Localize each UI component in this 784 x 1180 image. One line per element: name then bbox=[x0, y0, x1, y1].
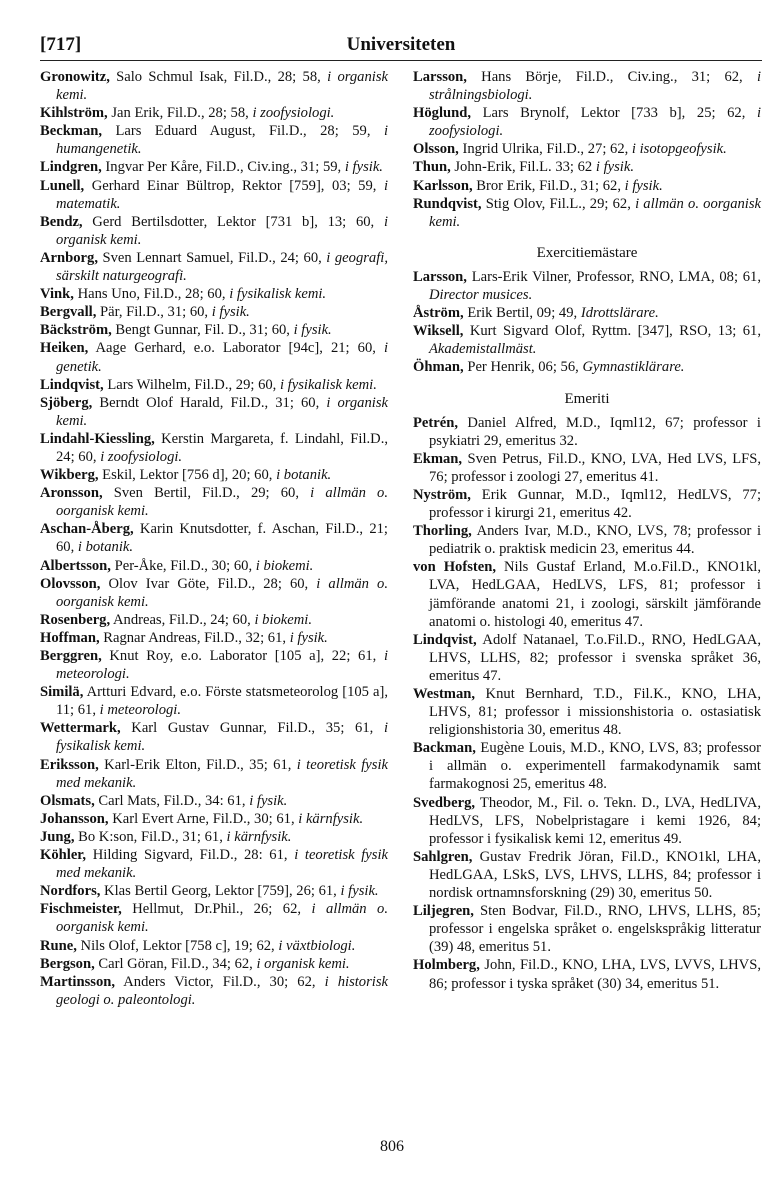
entry bbox=[40, 719, 388, 755]
entry-field: i kärnfysik. bbox=[298, 810, 364, 827]
entry-details: Adolf Natanael, T.o.Fil.D., RNO, HedLGAA, LHVS, LLHS, 82; professor i svenska språket 36, emeritus 47. bbox=[429, 631, 761, 684]
entry-details: Ragnar Andreas, Fil.D., 32; 61, bbox=[99, 629, 290, 646]
entry-field: i meteorologi. bbox=[99, 702, 181, 719]
entry-name: Eriksson, bbox=[40, 756, 99, 773]
entry bbox=[40, 647, 388, 683]
entry-details: Klas Bertil Georg, Lektor [759], 26; 61, bbox=[100, 883, 341, 900]
entry-field: i fysik. bbox=[249, 792, 288, 809]
entry bbox=[413, 414, 761, 450]
entry-details: Aage Gerhard, e.o. Laborator [94c], 21; 60, bbox=[88, 340, 384, 357]
page-reference: [717] bbox=[40, 34, 82, 55]
entry bbox=[413, 956, 761, 992]
entry-field: i fysikalisk kemi. bbox=[229, 286, 327, 303]
entry-details: John, Fil.D., KNO, LHA, LVS, LVVS, LHVS, 86; professor i tyska språket (30) 34, emeritus 51. bbox=[429, 957, 761, 992]
entry-name: Fischmeister, bbox=[40, 901, 122, 918]
entry-details: Kurt Sigvard Olof, Ryttm. [347], RSO, 13; 61, bbox=[463, 323, 761, 340]
entry bbox=[413, 486, 761, 522]
entry bbox=[40, 321, 388, 339]
entry-details: Jan Erik, Fil.D., 28; 58, bbox=[107, 105, 253, 122]
entry bbox=[40, 828, 388, 846]
entry-name: Albertsson, bbox=[40, 557, 111, 574]
entry-field: i humangenetik. bbox=[56, 123, 388, 158]
entry-field: i allmän o. oorganisk kemi. bbox=[56, 485, 388, 520]
entry bbox=[40, 285, 388, 303]
entry-details: Pär, Fil.D., 31; 60, bbox=[96, 304, 212, 321]
entry-name: Berggren, bbox=[40, 648, 102, 664]
entry-name: Backman, bbox=[413, 740, 476, 757]
entry bbox=[413, 177, 761, 195]
entry bbox=[40, 484, 388, 520]
entry-name: Thun, bbox=[413, 159, 451, 176]
entry-field: i allmän o. oorganisk kemi. bbox=[429, 195, 761, 230]
entry-details: Anders Ivar, M.D., KNO, LVS, 78; professor i pediatrik o. praktisk medicin 23, emeritus 44. bbox=[429, 523, 761, 558]
entry-details: Karl-Erik Elton, Fil.D., 35; 61, bbox=[98, 756, 297, 773]
entry-name: Svedberg, bbox=[413, 794, 476, 811]
entry-details: Sven Bertil, Fil.D., 29; 60, bbox=[102, 485, 311, 502]
entry-details: Sven Petrus, Fil.D., KNO, LVA, Hed LVS, LFS, 76; professor i zoologi 27, emeritus 41. bbox=[429, 450, 761, 485]
entry-field: i teoretisk fysik med mekanik. bbox=[56, 756, 388, 791]
section-heading-emeriti: Emeriti bbox=[564, 390, 610, 407]
entry-name: Karlsson, bbox=[413, 177, 473, 194]
entry-details: Hans Börje, Fil.D., Civ.ing., 31; 62, bbox=[466, 69, 757, 85]
entry-details: Stig Olov, Fil.L., 29; 62, bbox=[481, 195, 636, 212]
entry-details: Per-Åke, Fil.D., 30; 60, bbox=[110, 557, 256, 574]
entry-field: i fysik. bbox=[289, 629, 328, 646]
entry bbox=[413, 195, 761, 231]
emeriti-list bbox=[413, 414, 761, 993]
entry-name: von Hofsten, bbox=[413, 559, 496, 576]
entry bbox=[40, 882, 388, 900]
entry-name: Lunell, bbox=[40, 177, 85, 194]
right-column bbox=[413, 68, 761, 993]
entry-name: Rundqvist, bbox=[413, 195, 482, 212]
entry-details: Nils Olof, Lektor [758 c], 19; 62, bbox=[76, 937, 279, 954]
entry-name: Holmberg, bbox=[413, 957, 480, 974]
entry-name: Sjöberg, bbox=[40, 394, 93, 411]
entry-field: i växtbiologi. bbox=[278, 937, 356, 954]
entry-field: i geografi, särskilt naturgeografi. bbox=[56, 249, 388, 285]
entry-name: Similä, bbox=[40, 684, 84, 701]
entry-field: i kärnfysik. bbox=[226, 828, 292, 845]
entry bbox=[413, 794, 761, 848]
entry-name: Bäckström, bbox=[40, 322, 112, 339]
entry bbox=[40, 466, 388, 484]
entry-name: Aschan-Åberg, bbox=[40, 521, 134, 538]
entry-name: Olovsson, bbox=[40, 575, 101, 592]
entry bbox=[40, 68, 388, 104]
entry-name: Lindahl-Kiessling, bbox=[40, 430, 155, 447]
entry-details: Karl Evert Arne, Fil.D., 30; 61, bbox=[108, 810, 299, 827]
entry bbox=[413, 522, 761, 558]
entry-details: Nils Gustaf Erland, M.o.Fil.D., KNO1kl, LVA, HedLGAA, HedLVS, LFS, 81; professor i jämförande anatomi 21, i zoologi, särskilt jämförande anatomi o. histologi 40, emeritus 47. bbox=[429, 559, 761, 630]
entry-field: i strålningsbiologi. bbox=[429, 69, 761, 104]
entry-name: Rune, bbox=[40, 937, 77, 954]
entry bbox=[40, 756, 388, 792]
entry-details: Lars Eduard August, Fil.D., 28; 59, bbox=[102, 123, 384, 140]
entry bbox=[413, 140, 761, 158]
entry-details: Berndt Olof Harald, Fil.D., 31; 60, bbox=[92, 394, 327, 411]
entry-details: Olov Ivar Göte, Fil.D., 28; 60, bbox=[100, 575, 317, 592]
entry-details: Eskil, Lektor [756 d], 20; 60, bbox=[98, 467, 277, 484]
entry-details: Erik Bertil, 09; 49, bbox=[463, 305, 581, 322]
entry bbox=[413, 322, 761, 358]
entry-name: Nordfors, bbox=[40, 883, 101, 900]
entry-field: i fysik. bbox=[211, 304, 250, 321]
entry-name: Wettermark, bbox=[40, 720, 121, 737]
entry-field: i matematik. bbox=[56, 177, 388, 212]
entry-details: Sten Bodvar, Fil.D., RNO, LHVS, LLHS, 85; professor i engelska språket o. engelskspråkig litteratur (39) 48, emeritus 51. bbox=[429, 903, 761, 956]
running-title: Universiteten bbox=[346, 34, 456, 55]
page-header bbox=[40, 34, 762, 61]
entry-name: Höglund, bbox=[413, 105, 471, 122]
entry bbox=[40, 611, 388, 629]
entry bbox=[40, 376, 388, 394]
entry-details: Lars Wilhelm, Fil.D., 29; 60, bbox=[103, 376, 280, 393]
entry-name: Bergvall, bbox=[40, 304, 97, 321]
entry-details: Lars Brynolf, Lektor [733 b], 25; 62, bbox=[471, 105, 757, 122]
entry-name: Lindqvist, bbox=[40, 376, 104, 393]
entry-name: Sahlgren, bbox=[413, 848, 473, 865]
entry-name: Jung, bbox=[40, 828, 75, 845]
entry-details: Bo K:son, Fil.D., 31; 61, bbox=[74, 828, 227, 845]
entry-details: Hilding Sigvard, Fil.D., 28: 61, bbox=[86, 847, 295, 864]
entry bbox=[40, 213, 388, 249]
entry-name: Bendz, bbox=[40, 213, 83, 230]
entry-field: Akademistallmäst. bbox=[429, 341, 537, 358]
section-heading-exercitiemastare: Exercitiemästare bbox=[536, 244, 638, 261]
entry-name: Petrén, bbox=[413, 414, 458, 431]
entry-name: Hoffman, bbox=[40, 629, 100, 646]
entry-name: Olsson, bbox=[413, 141, 459, 158]
entry-field: i botanik. bbox=[77, 539, 134, 556]
entry bbox=[40, 339, 388, 375]
entry-details: Andreas, Fil.D., 24; 60, bbox=[110, 611, 255, 628]
entry-name: Thorling, bbox=[413, 523, 472, 540]
entry bbox=[413, 558, 761, 630]
entry-details: Karl Gustav Gunnar, Fil.D., 35; 61, bbox=[120, 720, 384, 737]
entry-details: Theodor, M., Fil. o. Tekn. D., LVA, HedLIVA, HedLVS, LFS, Nobelpristagare i kemi 1926, 84; professor i fysikalisk kemi 12, emeritus 49. bbox=[429, 794, 761, 847]
entry-field: i isotopgeofysik. bbox=[631, 141, 727, 158]
entry-details: Gerd Bertilsdotter, Lektor [731 b], 13; 60, bbox=[82, 213, 384, 230]
entry-field: Gymnastiklärare. bbox=[582, 359, 685, 376]
entry-details: Carl Mats, Fil.D., 34: 61, bbox=[94, 792, 250, 809]
entry-details: Kerstin Margareta, f. Lindahl, Fil.D., 24; 60, bbox=[56, 430, 388, 465]
entry bbox=[413, 304, 761, 322]
entry-field: i genetik. bbox=[56, 340, 388, 375]
entry bbox=[413, 848, 761, 902]
entry bbox=[413, 268, 761, 304]
entry-field: i fysik. bbox=[340, 883, 379, 900]
entry-name: Aronsson, bbox=[40, 485, 103, 502]
entry-details: Hans Uno, Fil.D., 28; 60, bbox=[73, 286, 230, 303]
entry-details: Knut Roy, e.o. Laborator [105 a], 22; 61, bbox=[101, 648, 384, 664]
entry-field: i biokemi. bbox=[254, 611, 313, 628]
entry bbox=[40, 629, 388, 647]
entry-details: Bengt Gunnar, Fil. D., 31; 60, bbox=[111, 322, 294, 339]
entry bbox=[40, 937, 388, 955]
entry-name: Wiksell, bbox=[413, 323, 464, 340]
entry bbox=[40, 557, 388, 575]
entry bbox=[40, 394, 388, 430]
entry-details: Salo Schmul Isak, Fil.D., 28; 58, bbox=[109, 69, 328, 85]
entry-field: i organisk kemi. bbox=[56, 213, 388, 248]
entry-name: Öhman, bbox=[413, 359, 464, 376]
entry-name: Heiken, bbox=[40, 340, 89, 357]
entry-details: Eugène Louis, M.D., KNO, LVS, 83; professor i allmän o. experimentell farmakodynamik samt farmakognosi 25, emeritus 48. bbox=[429, 740, 761, 793]
entry-details: Per Henrik, 06; 56, bbox=[463, 359, 583, 376]
entry-details: Anders Victor, Fil.D., 30; 62, bbox=[115, 973, 325, 990]
entry-name: Larsson, bbox=[413, 69, 467, 85]
entry-field: Idrottslärare. bbox=[580, 305, 659, 322]
entry-name: Rosenberg, bbox=[40, 611, 111, 628]
entry bbox=[413, 902, 761, 956]
entry-field: i fysik. bbox=[293, 322, 332, 339]
entry-name: Liljegren, bbox=[413, 903, 474, 920]
entry-name: Kihlström, bbox=[40, 105, 108, 122]
entry-details: Gerhard Einar Bültrop, Rektor [759], 03; 59, bbox=[84, 177, 384, 194]
entry-details: Karin Knutsdotter, f. Aschan, Fil.D., 21; 60, bbox=[56, 521, 388, 556]
entry bbox=[40, 973, 388, 1009]
entry bbox=[413, 158, 761, 176]
entry-name: Vink, bbox=[40, 286, 74, 303]
entry-field: i fysik. bbox=[344, 159, 383, 176]
entry-name: Nyström, bbox=[413, 486, 471, 503]
entry-name: Johansson, bbox=[40, 810, 109, 827]
entry-field: i historisk geologi o. paleontologi. bbox=[56, 973, 388, 1008]
entry-field: i fysik. bbox=[624, 177, 663, 194]
entry bbox=[40, 303, 388, 321]
entry-name: Åström, bbox=[413, 305, 464, 322]
entry-field: i allmän o. oorganisk kemi. bbox=[56, 901, 388, 936]
entry-details: Ingrid Ulrika, Fil.D., 27; 62, bbox=[458, 141, 632, 158]
entry-details: Daniel Alfred, M.D., Iqml12, 67; professor i psykiatri 29, emeritus 32. bbox=[429, 414, 761, 449]
entry-field: i fysik. bbox=[595, 159, 634, 176]
entry-field: Director musices. bbox=[429, 287, 533, 304]
entry bbox=[40, 177, 388, 213]
entry bbox=[413, 631, 761, 685]
exercitiemastare-list bbox=[413, 268, 761, 377]
entry bbox=[413, 358, 761, 376]
entry-field: i allmän o. oorganisk kemi. bbox=[56, 575, 388, 610]
entry bbox=[413, 450, 761, 486]
entry-details: Knut Bernhard, T.D., Fil.K., KNO, LHA, LHVS, 81; professor i missionshistoria o. ostasiatisk religionshistoria 30, emeritus 48. bbox=[429, 686, 761, 739]
entry-field: i organisk kemi. bbox=[56, 69, 388, 104]
entry-field: i botanik. bbox=[276, 467, 332, 484]
entry bbox=[40, 846, 388, 882]
entry bbox=[40, 955, 388, 973]
entry-details: Sven Lennart Samuel, Fil.D., 24; 60, bbox=[97, 249, 327, 266]
entry-field: i teoretisk fysik med mekanik. bbox=[56, 847, 388, 882]
entry-field: i zoofysiologi. bbox=[429, 105, 761, 140]
entry-details: Ingvar Per Kåre, Fil.D., Civ.ing., 31; 59, bbox=[101, 159, 345, 176]
entry bbox=[40, 520, 388, 556]
entry bbox=[413, 104, 761, 140]
entry bbox=[40, 122, 388, 158]
entry-field: i fysikalisk kemi. bbox=[279, 376, 377, 393]
entry-name: Martinsson, bbox=[40, 973, 115, 990]
entry-field: i zoofysiologi. bbox=[100, 448, 183, 465]
entry-details: John-Erik, Fil.L. 33; 62 bbox=[450, 159, 596, 176]
entry bbox=[40, 683, 388, 719]
entry bbox=[40, 810, 388, 828]
left-column bbox=[40, 68, 388, 1009]
entry-details: Gustav Fredrik Jöran, Fil.D., KNO1kl, LHA, HedLGAA, LSkS, LVS, LHVS, LLHS, 84; professor i nordisk ortnamnsforskning (29) 30, emeritus 50. bbox=[429, 848, 761, 902]
entry bbox=[413, 685, 761, 739]
entry bbox=[413, 739, 761, 793]
entry-name: Olsmats, bbox=[40, 792, 95, 809]
entry bbox=[413, 68, 761, 104]
entry-details: Carl Göran, Fil.D., 34; 62, bbox=[94, 955, 257, 972]
entry-name: Bergson, bbox=[40, 955, 95, 972]
entry-name: Gronowitz, bbox=[40, 69, 110, 85]
entry-details: Bror Erik, Fil.D., 31; 62, bbox=[472, 177, 625, 194]
entry-name: Larsson, bbox=[413, 268, 467, 285]
entry-name: Lindgren, bbox=[40, 159, 102, 176]
entry-field: i organisk kemi. bbox=[256, 955, 350, 972]
entry-field: i biokemi. bbox=[255, 557, 314, 574]
page-number: 806 bbox=[380, 1138, 404, 1155]
entry bbox=[40, 158, 388, 176]
entry-details: Hellmut, Dr.Phil., 26; 62, bbox=[121, 901, 312, 918]
entry-field: i fysikalisk kemi. bbox=[56, 720, 388, 755]
entry bbox=[40, 900, 388, 936]
entry bbox=[40, 575, 388, 611]
entry-details: Erik Gunnar, M.D., Iqml12, HedLVS, 77; professor i kirurgi 21, emeritus 42. bbox=[429, 486, 761, 522]
entry-name: Arnborg, bbox=[40, 249, 98, 266]
entry-field: i meteorologi. bbox=[56, 648, 388, 683]
entry-name: Wikberg, bbox=[40, 467, 99, 484]
entry-name: Westman, bbox=[413, 686, 476, 702]
entry-name: Beckman, bbox=[40, 123, 103, 140]
entry-field: i organisk kemi. bbox=[56, 394, 388, 429]
entry bbox=[40, 249, 388, 285]
entry bbox=[40, 104, 388, 122]
entries-continued bbox=[413, 68, 761, 231]
entry-details: Lars-Erik Vilner, Professor, RNO, LMA, 08; 61, bbox=[466, 268, 761, 285]
entry-field: i zoofysiologi. bbox=[252, 105, 335, 122]
entry-details: Artturi Edvard, e.o. Förste statsmeteorolog [105 a], 11; 61, bbox=[56, 684, 388, 719]
entry-name: Köhler, bbox=[40, 847, 87, 864]
entry bbox=[40, 430, 388, 466]
entry-name: Lindqvist, bbox=[413, 631, 477, 648]
entry-name: Ekman, bbox=[413, 450, 463, 467]
entry bbox=[40, 792, 388, 810]
